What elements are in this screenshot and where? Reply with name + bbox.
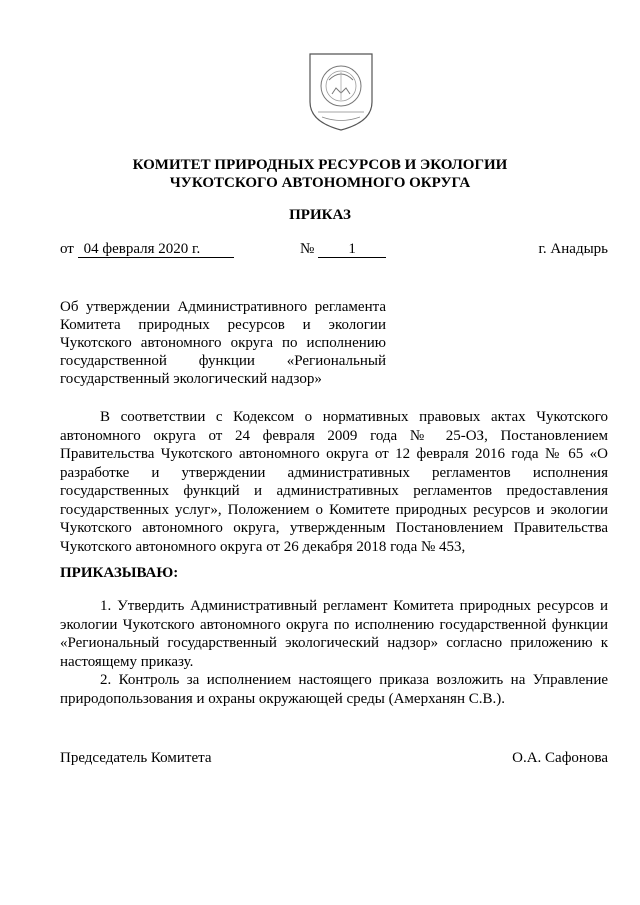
item-2 (60, 671, 608, 708)
chukotka-coat-of-arms-icon (306, 50, 376, 134)
number-prefix: № (300, 241, 315, 257)
item-1-line: «Региональный государственный экологический надзор» согласно приложению к (60, 635, 608, 651)
item-1-line: 1. Утвердить Административный регламент Комитета природных ресурсов и (100, 598, 608, 614)
preamble-line: автономного округа от 24 февраля 2009 года № 25-ОЗ, Постановлением (60, 427, 608, 444)
date-value: 04 февраля 2020 г. (78, 241, 234, 258)
preamble-line: государственных функций и административных регламентов предоставления (60, 483, 608, 499)
subject-line: государственный экологический надзор» (60, 371, 322, 387)
subject-line: государственной функции «Региональный (60, 353, 386, 369)
signatory-name: О.А. Сафонова (512, 750, 608, 766)
item-2-line: 2. Контроль за исполнением настоящего приказа возложить на Управление (100, 672, 608, 688)
date-prefix: от (60, 241, 74, 257)
subject-line: Об утверждении Административного регламента (60, 299, 386, 315)
preamble-paragraph (60, 408, 608, 556)
item-1-line: экологии Чукотского автономного округа по исполнению государственной функции (60, 616, 608, 633)
preamble-line: государственных услуг», Положением о Комитете природных ресурсов и экологии (60, 501, 608, 518)
subject-line: Чукотского автономного округа по исполнению (60, 335, 386, 351)
subject-line: Комитета природных ресурсов и экологии (60, 317, 386, 333)
item-2-line: природопользования и охраны окружающей среды (Амерханян С.В.). (60, 690, 505, 707)
number-field (300, 240, 386, 258)
number-value: 1 (318, 241, 386, 258)
signatory-position: Председатель Комитета (60, 750, 212, 766)
decree-heading: ПРИКАЗЫВАЮ: (60, 565, 179, 581)
preamble-line: Чукотского автономного округа, утвержденным Постановлением Правительства (60, 520, 608, 536)
org-name-line1: КОМИТЕТ ПРИРОДНЫХ РЕСУРСОВ И ЭКОЛОГИИ (132, 157, 508, 173)
org-name-line2: ЧУКОТСКОГО АВТОНОМНОГО ОКРУГА (169, 175, 471, 191)
preamble-line: В соответствии с Кодексом о нормативных правовых актах Чукотского (100, 409, 608, 425)
date-field (60, 240, 234, 258)
order-subject (60, 298, 386, 388)
doc-type-title: ПРИКАЗ (289, 207, 351, 223)
item-1-line: настоящему приказу. (60, 653, 194, 670)
preamble-line: Правительства Чукотского автономного округа от 12 февраля 2016 года № 65 «О (60, 446, 608, 462)
item-1 (60, 597, 608, 671)
place-label: г. Анадырь (538, 241, 608, 257)
preamble-line: разработке и утверждении административных регламентов исполнения (60, 464, 608, 481)
preamble-line: Чукотского автономного округа от 26 декабря 2018 года № 453, (60, 538, 466, 555)
